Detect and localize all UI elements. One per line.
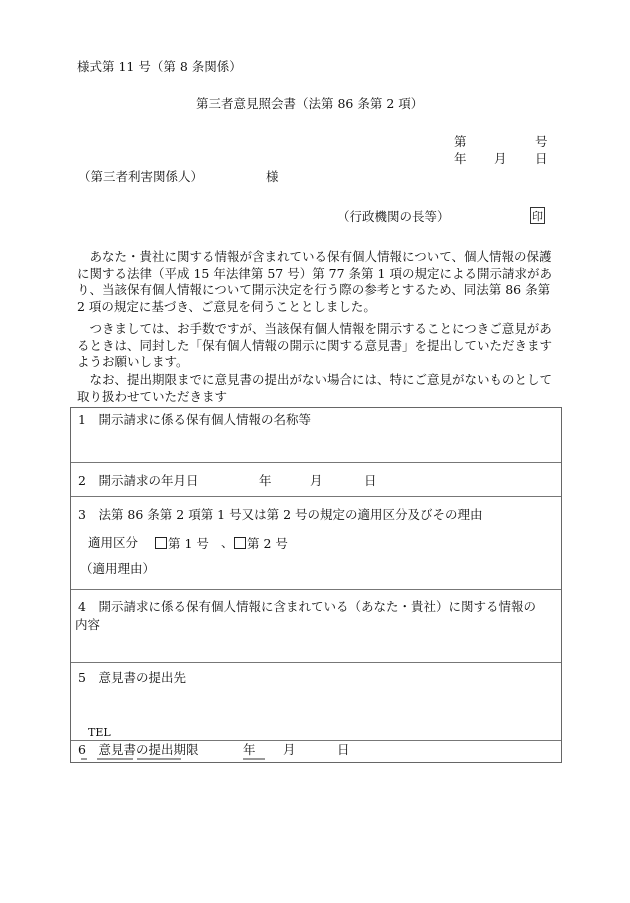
option1-label: 第 1 号 (168, 536, 209, 551)
info-table (70, 407, 562, 763)
date-month: 月 (494, 151, 507, 166)
addressee-honorific: 様 (266, 169, 279, 184)
row3-label: 3 法第 86 条第 2 項第 1 号又は第 2 号の規定の適用区分及びその理由 (78, 507, 483, 522)
row1-label: 1 開示請求に係る保有個人情報の名称等 (78, 412, 311, 427)
option2-label: 第 2 号 (247, 536, 288, 551)
seal-stamp: 印 (530, 207, 545, 224)
row6-month: 月 (283, 742, 296, 757)
row-divider (71, 462, 561, 463)
sender-label: （行政機関の長等） (337, 209, 450, 224)
cut-off-row (71, 758, 561, 762)
page-title: 第三者意見照会書（法第 86 条第 2 項） (196, 96, 424, 111)
tel-label: TEL (88, 726, 111, 739)
checkbox-icon[interactable] (155, 537, 167, 549)
row-divider (71, 496, 561, 497)
category-separator: 、 (221, 535, 234, 550)
row-divider (71, 589, 561, 590)
category-option-1[interactable] (155, 537, 209, 551)
row6-label: 6 意見書の提出期限 (78, 742, 199, 757)
doc-number-go: 号 (535, 134, 548, 149)
row4-label-line1: 4 開示請求に係る保有個人情報に含まれている（あなた・貴社）に関する情報の (78, 599, 536, 614)
row6-year: 年 (243, 742, 256, 757)
form-label: 様式第 11 号（第 8 条関係） (77, 59, 242, 74)
row-divider (71, 740, 561, 741)
category-label: 適用区分 (88, 535, 139, 550)
doc-number-dai: 第 (454, 134, 467, 149)
body-paragraph-1: あなた・貴社に関する情報が含まれている保有個人情報について、個人情報の保護に関する法律（平成 15 年法律第 57 号）第 77 条第 1 項の規定による開示請求があり、当該保有個人情報について開示決定を行う際の参考とするため、同法第 86 条第 2 項の規定に基づき、ご意見を伺うこととしました。 (77, 249, 552, 314)
reason-label: （適用理由） (80, 561, 156, 576)
category-option-2[interactable] (234, 537, 288, 551)
row6-day: 日 (337, 742, 350, 757)
row2-label: 2 開示請求の年月日 (78, 473, 199, 488)
date-year: 年 (454, 151, 467, 166)
row5-label: 5 意見書の提出先 (78, 670, 186, 685)
checkbox-icon[interactable] (234, 537, 246, 549)
body-paragraph-2: つきましては、お手数ですが、当該保有個人情報を開示することにつきご意見があるときは、同封した「保有個人情報の開示に関する意見書」を提出していただきますようお願いします。 (77, 321, 553, 369)
row-divider (71, 662, 561, 663)
addressee-label: （第三者利害関係人） (78, 169, 204, 184)
body-paragraph-3: なお、提出期限までに意見書の提出がない場合には、特にご意見がないものとして取り扱わせていただきます (77, 372, 553, 404)
row2-day: 日 (364, 473, 377, 488)
row2-year: 年 (259, 473, 272, 488)
row4-label-line2: 内容 (75, 617, 101, 632)
date-day: 日 (535, 151, 548, 166)
row2-month: 月 (310, 473, 323, 488)
